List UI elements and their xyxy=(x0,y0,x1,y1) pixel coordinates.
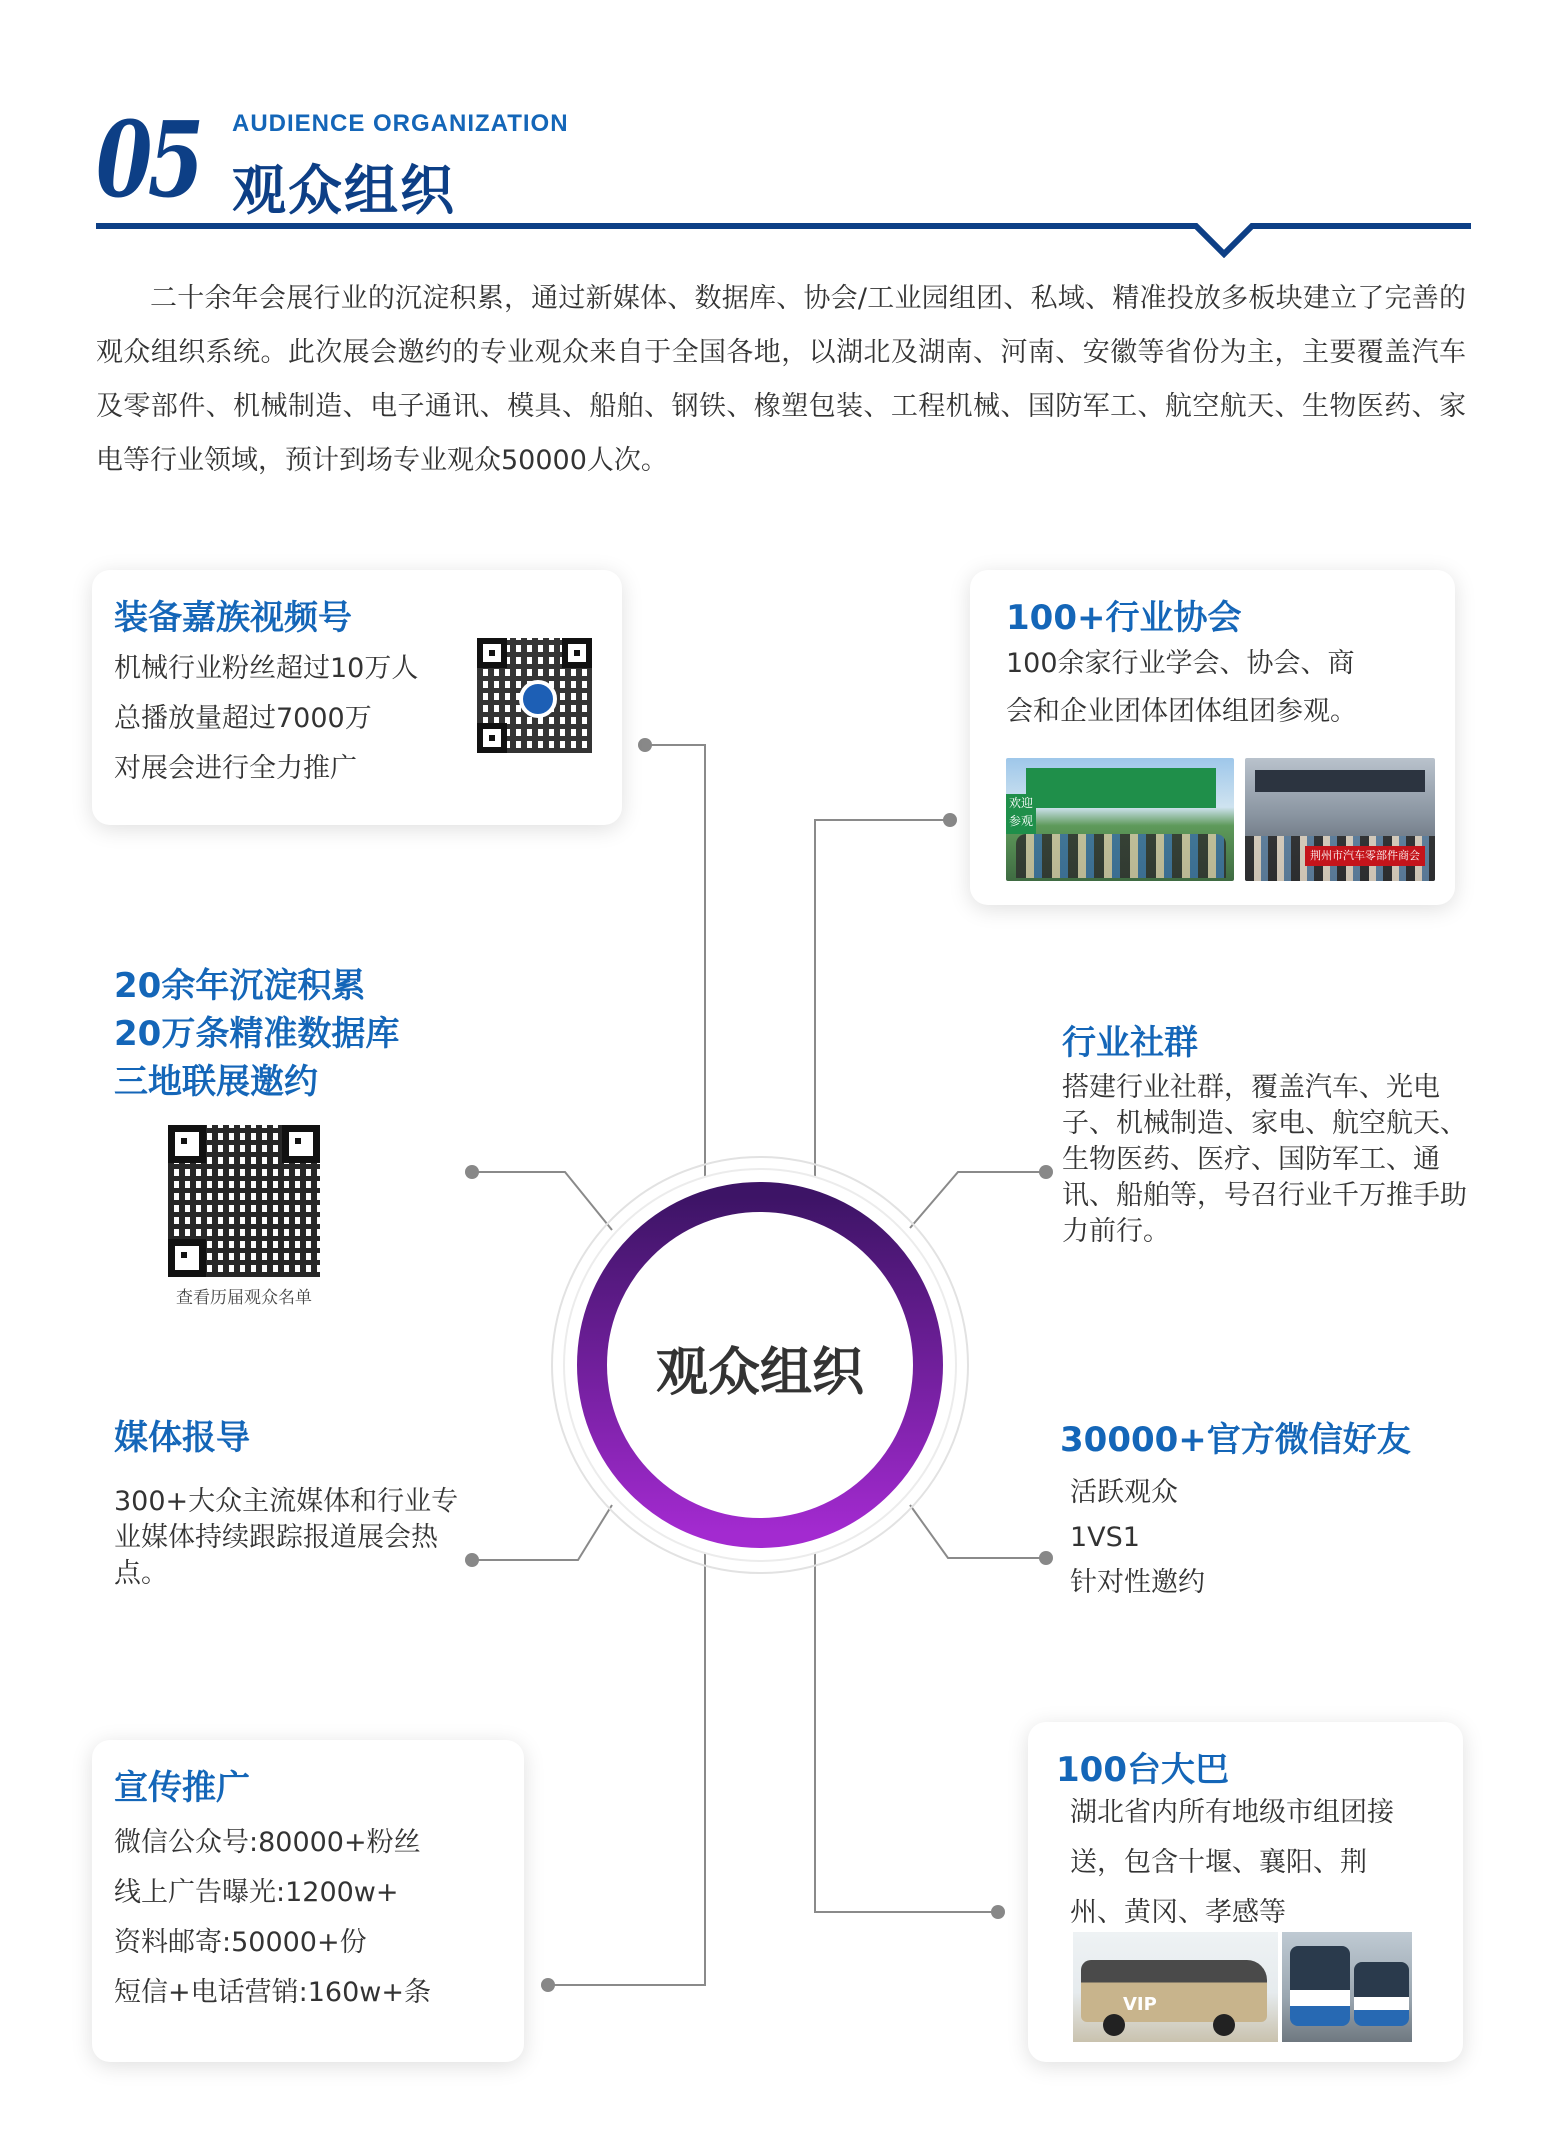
bus-photo-2 xyxy=(1282,1932,1412,2042)
section-english-title: AUDIENCE ORGANIZATION xyxy=(232,110,569,137)
section-number: 05 xyxy=(96,98,200,221)
video-line-3: 对展会进行全力推广 xyxy=(114,753,357,784)
association-photo-2-banner: 荆州市汽车零部件商会 xyxy=(1305,846,1425,866)
association-photo-2 xyxy=(1245,758,1435,881)
association-line-2: 会和企业团体团体组团参观。 xyxy=(1006,696,1357,727)
center-label: 观众组织 xyxy=(655,1343,864,1403)
association-card xyxy=(970,570,1455,905)
database-line-1: 20余年沉淀积累 xyxy=(114,966,366,1006)
wechat-line-2: 1VS1 xyxy=(1070,1522,1140,1553)
bus-title: 100台大巴 xyxy=(1056,1750,1229,1790)
promotion-line-1: 微信公众号:80000+粉丝 xyxy=(114,1827,421,1858)
audience-list-qr-code[interactable] xyxy=(168,1125,320,1277)
association-photo-1-banner: 欢迎参观 xyxy=(1006,794,1036,834)
association-photo-1 xyxy=(1006,758,1234,881)
video-channel-title: 装备嘉族视频号 xyxy=(114,598,352,638)
promotion-card xyxy=(92,1740,524,2062)
video-qr-code[interactable] xyxy=(477,638,592,753)
video-line-1: 机械行业粉丝超过10万人 xyxy=(114,653,419,684)
promotion-line-3: 资料邮寄:50000+份 xyxy=(114,1927,367,1958)
database-line-2: 20万条精准数据库 xyxy=(114,1014,400,1054)
bus-card xyxy=(1028,1722,1463,2062)
qr-caption: 查看历届观众名单 xyxy=(176,1288,312,1308)
media-title: 媒体报导 xyxy=(114,1418,250,1458)
promotion-title: 宣传推广 xyxy=(114,1768,250,1808)
wechat-line-3: 针对性邀约 xyxy=(1070,1567,1205,1598)
bus-vip-label: VIP xyxy=(1123,1994,1157,2015)
media-text: 300+大众主流媒体和行业专业媒体持续跟踪报道展会热点。 xyxy=(114,1486,459,1589)
association-line-1: 100余家行业学会、协会、商 xyxy=(1006,648,1355,679)
video-channel-card xyxy=(92,570,622,825)
database-line-3: 三地联展邀约 xyxy=(114,1062,318,1102)
section-title: 观众组织 xyxy=(232,159,456,222)
wechat-line-1: 活跃观众 xyxy=(1070,1477,1178,1508)
wechat-title: 30000+官方微信好友 xyxy=(1060,1420,1411,1460)
bus-line-3: 州、黄冈、孝感等 xyxy=(1070,1897,1286,1928)
video-line-2: 总播放量超过7000万 xyxy=(114,703,372,734)
bus-photo-1 xyxy=(1073,1932,1278,2042)
community-text: 搭建行业社群，覆盖汽车、光电子、机械制造、家电、航空航天、生物医药、医疗、国防军工、通讯、船舶等，号召行业千万推手助力前行。 xyxy=(1062,1072,1467,1247)
database-block xyxy=(114,962,399,1106)
qr-logo-icon xyxy=(519,680,557,718)
community-title: 行业社群 xyxy=(1062,1023,1198,1063)
promotion-line-4: 短信+电话营销:160w+条 xyxy=(114,1977,431,2008)
bus-line-1: 湖北省内所有地级市组团接 xyxy=(1070,1797,1394,1828)
bus-line-2: 送，包含十堰、襄阳、荆 xyxy=(1070,1847,1367,1878)
intro-paragraph: 二十余年会展行业的沉淀积累，通过新媒体、数据库、协会/工业园组团、私域、精准投放多板块建立了完善的观众组织系统。此次展会邀约的专业观众来自于全国各地，以湖北及湖南、河南、安徽等省份为主，主要覆盖汽车及零部件、机械制造、电子通讯、模具、船舶、钢铁、橡塑包装、工程机械、国防军工、航空航天、生物医药、家电等行业领域，预计到场专业观众50000人次。 xyxy=(96,283,1466,476)
promotion-line-2: 线上广告曝光:1200w+ xyxy=(114,1877,399,1908)
association-title: 100+行业协会 xyxy=(1006,598,1242,638)
